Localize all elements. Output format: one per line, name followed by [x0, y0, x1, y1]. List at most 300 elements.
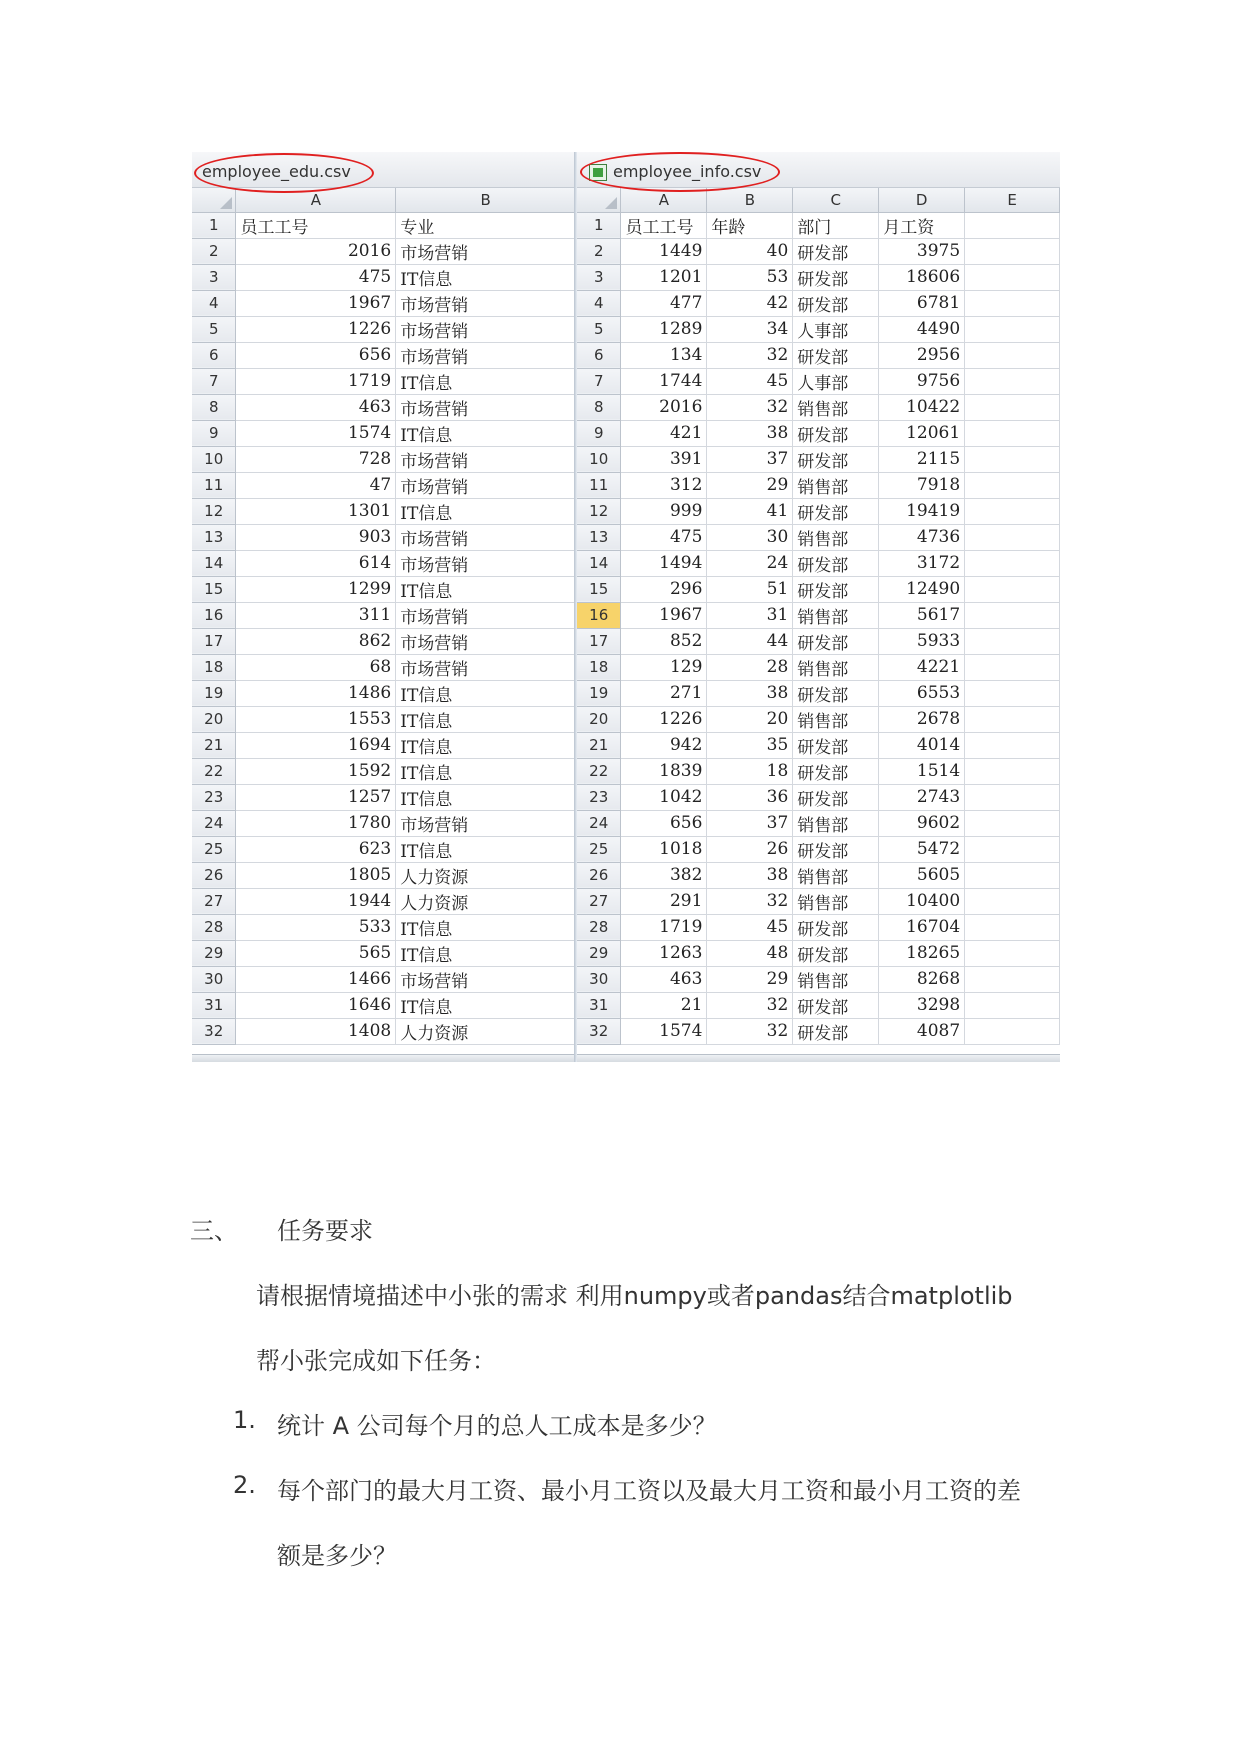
table-cell[interactable]: 研发部 [793, 680, 879, 706]
row-number[interactable]: 28 [192, 914, 236, 940]
table-cell[interactable]: 研发部 [793, 576, 879, 602]
table-cell[interactable]: 员工工号 [621, 212, 707, 238]
column-header[interactable]: E [965, 188, 1060, 212]
table-cell[interactable]: 1257 [236, 784, 396, 810]
table-cell[interactable]: 2678 [879, 706, 965, 732]
table-cell[interactable]: IT信息 [396, 576, 576, 602]
table-cell[interactable]: 19419 [879, 498, 965, 524]
table-cell[interactable]: 市场营销 [396, 316, 576, 342]
row-number[interactable]: 4 [192, 290, 236, 316]
table-cell[interactable]: 销售部 [793, 862, 879, 888]
table-cell[interactable]: 研发部 [793, 992, 879, 1018]
row-number[interactable]: 26 [192, 862, 236, 888]
row-number[interactable]: 21 [577, 732, 621, 758]
table-cell[interactable]: 8268 [879, 966, 965, 992]
table-cell[interactable]: 市场营销 [396, 654, 576, 680]
table-cell[interactable]: 1226 [236, 316, 396, 342]
table-cell[interactable]: 1494 [621, 550, 707, 576]
table-cell[interactable]: 市场营销 [396, 446, 576, 472]
table-cell[interactable]: 53 [707, 264, 793, 290]
table-cell[interactable]: 296 [621, 576, 707, 602]
table-cell[interactable]: 40 [707, 238, 793, 264]
row-number[interactable]: 24 [577, 810, 621, 836]
table-cell[interactable]: 16704 [879, 914, 965, 940]
table-cell[interactable]: 销售部 [793, 524, 879, 550]
table-cell[interactable]: 1226 [621, 706, 707, 732]
table-cell[interactable]: 999 [621, 498, 707, 524]
table-cell[interactable]: 人力资源 [396, 888, 576, 914]
table-cell[interactable]: IT信息 [396, 420, 576, 446]
row-number[interactable]: 11 [192, 472, 236, 498]
row-number[interactable]: 19 [192, 680, 236, 706]
table-cell[interactable]: 研发部 [793, 940, 879, 966]
table-cell[interactable]: 656 [621, 810, 707, 836]
row-number[interactable]: 27 [577, 888, 621, 914]
table-cell[interactable]: 市场营销 [396, 342, 576, 368]
row-number[interactable]: 27 [192, 888, 236, 914]
table-cell[interactable]: 1553 [236, 706, 396, 732]
table-cell[interactable]: 5605 [879, 862, 965, 888]
right-file-name[interactable]: employee_info.csv [613, 162, 762, 181]
table-cell[interactable]: 41 [707, 498, 793, 524]
right-sheet-scrollbar[interactable] [577, 1054, 1060, 1062]
table-cell-empty[interactable] [965, 966, 1060, 992]
table-cell[interactable]: 销售部 [793, 394, 879, 420]
row-number[interactable]: 7 [192, 368, 236, 394]
table-cell[interactable]: 1018 [621, 836, 707, 862]
table-cell[interactable]: 475 [236, 264, 396, 290]
table-cell[interactable]: 382 [621, 862, 707, 888]
table-cell-empty[interactable] [965, 1018, 1060, 1044]
row-number[interactable]: 17 [577, 628, 621, 654]
table-cell[interactable]: 29 [707, 966, 793, 992]
table-cell[interactable]: 月工资 [879, 212, 965, 238]
row-number[interactable]: 23 [577, 784, 621, 810]
table-cell[interactable]: 市场营销 [396, 550, 576, 576]
table-cell[interactable]: 研发部 [793, 758, 879, 784]
row-number[interactable]: 12 [577, 498, 621, 524]
table-cell[interactable]: 1805 [236, 862, 396, 888]
table-cell-empty[interactable] [965, 342, 1060, 368]
table-cell[interactable]: 28 [707, 654, 793, 680]
table-cell[interactable]: 1486 [236, 680, 396, 706]
row-number[interactable]: 20 [192, 706, 236, 732]
table-cell[interactable]: 32 [707, 342, 793, 368]
row-number[interactable]: 16 [192, 602, 236, 628]
table-cell[interactable]: 1744 [621, 368, 707, 394]
table-cell[interactable]: 1592 [236, 758, 396, 784]
table-cell[interactable]: 1299 [236, 576, 396, 602]
table-cell[interactable]: 2115 [879, 446, 965, 472]
row-number[interactable]: 9 [577, 420, 621, 446]
table-cell[interactable]: 36 [707, 784, 793, 810]
table-cell[interactable]: 31 [707, 602, 793, 628]
select-all-corner[interactable] [577, 188, 621, 212]
table-cell[interactable]: 1263 [621, 940, 707, 966]
table-cell[interactable]: 32 [707, 888, 793, 914]
table-cell[interactable]: 134 [621, 342, 707, 368]
table-cell[interactable]: 21 [621, 992, 707, 1018]
table-cell[interactable]: 312 [621, 472, 707, 498]
table-cell[interactable]: 3975 [879, 238, 965, 264]
table-cell[interactable]: 市场营销 [396, 524, 576, 550]
table-cell[interactable]: 623 [236, 836, 396, 862]
table-cell[interactable]: 44 [707, 628, 793, 654]
table-cell[interactable]: IT信息 [396, 784, 576, 810]
table-cell-empty[interactable] [965, 550, 1060, 576]
row-number[interactable]: 3 [577, 264, 621, 290]
row-number[interactable]: 1 [192, 212, 236, 238]
table-cell[interactable]: 市场营销 [396, 810, 576, 836]
row-number[interactable]: 15 [577, 576, 621, 602]
table-cell-empty[interactable] [965, 498, 1060, 524]
row-number[interactable]: 19 [577, 680, 621, 706]
table-cell[interactable]: 12490 [879, 576, 965, 602]
table-cell[interactable]: 市场营销 [396, 966, 576, 992]
table-cell-empty[interactable] [965, 940, 1060, 966]
row-number[interactable]: 30 [192, 966, 236, 992]
table-cell-empty[interactable] [965, 238, 1060, 264]
row-number[interactable]: 23 [192, 784, 236, 810]
table-cell[interactable]: 研发部 [793, 784, 879, 810]
table-cell[interactable]: 32 [707, 992, 793, 1018]
table-cell-empty[interactable] [965, 628, 1060, 654]
table-cell[interactable]: 4490 [879, 316, 965, 342]
table-cell[interactable]: 291 [621, 888, 707, 914]
table-cell[interactable]: 1449 [621, 238, 707, 264]
row-number[interactable]: 16 [577, 602, 621, 628]
table-cell[interactable]: 1719 [621, 914, 707, 940]
table-cell[interactable]: 研发部 [793, 914, 879, 940]
table-cell[interactable]: 862 [236, 628, 396, 654]
table-cell[interactable]: 42 [707, 290, 793, 316]
table-cell[interactable]: 12061 [879, 420, 965, 446]
table-cell[interactable]: 29 [707, 472, 793, 498]
table-cell[interactable]: IT信息 [396, 992, 576, 1018]
row-number[interactable]: 18 [192, 654, 236, 680]
row-number[interactable]: 11 [577, 472, 621, 498]
table-cell[interactable]: IT信息 [396, 758, 576, 784]
table-cell[interactable]: IT信息 [396, 732, 576, 758]
table-cell[interactable]: 销售部 [793, 602, 879, 628]
row-number[interactable]: 5 [577, 316, 621, 342]
table-cell[interactable]: 26 [707, 836, 793, 862]
table-cell[interactable]: 47 [236, 472, 396, 498]
table-cell[interactable]: 研发部 [793, 420, 879, 446]
row-number[interactable]: 5 [192, 316, 236, 342]
table-cell[interactable]: IT信息 [396, 836, 576, 862]
table-cell[interactable]: 5472 [879, 836, 965, 862]
table-cell[interactable]: IT信息 [396, 368, 576, 394]
table-cell[interactable]: 32 [707, 1018, 793, 1044]
table-cell-empty[interactable] [965, 472, 1060, 498]
table-cell[interactable]: 475 [621, 524, 707, 550]
table-cell[interactable]: 271 [621, 680, 707, 706]
table-cell[interactable]: 研发部 [793, 628, 879, 654]
column-header[interactable]: A [621, 188, 707, 212]
table-cell[interactable]: 销售部 [793, 706, 879, 732]
table-cell[interactable]: 市场营销 [396, 472, 576, 498]
table-cell[interactable]: 5617 [879, 602, 965, 628]
table-cell[interactable]: 1719 [236, 368, 396, 394]
table-cell[interactable]: 477 [621, 290, 707, 316]
table-cell[interactable]: 6553 [879, 680, 965, 706]
table-cell[interactable]: 1574 [236, 420, 396, 446]
table-cell[interactable]: IT信息 [396, 914, 576, 940]
table-cell[interactable]: 45 [707, 914, 793, 940]
table-cell[interactable]: 421 [621, 420, 707, 446]
table-cell[interactable]: 6781 [879, 290, 965, 316]
table-cell[interactable]: 2016 [621, 394, 707, 420]
table-cell[interactable]: 37 [707, 810, 793, 836]
table-cell[interactable]: 3298 [879, 992, 965, 1018]
table-cell-empty[interactable] [965, 420, 1060, 446]
table-cell[interactable]: 市场营销 [396, 238, 576, 264]
table-cell-empty[interactable] [965, 810, 1060, 836]
table-cell-empty[interactable] [965, 888, 1060, 914]
table-cell[interactable]: 391 [621, 446, 707, 472]
table-cell[interactable]: 1574 [621, 1018, 707, 1044]
table-cell[interactable]: 2016 [236, 238, 396, 264]
table-cell[interactable]: 4221 [879, 654, 965, 680]
table-cell-empty[interactable] [965, 316, 1060, 342]
table-cell[interactable]: 9756 [879, 368, 965, 394]
table-cell[interactable]: 市场营销 [396, 290, 576, 316]
table-cell-empty[interactable] [965, 706, 1060, 732]
row-number[interactable]: 22 [192, 758, 236, 784]
row-number[interactable]: 10 [192, 446, 236, 472]
row-number[interactable]: 13 [192, 524, 236, 550]
table-cell[interactable]: 942 [621, 732, 707, 758]
column-header[interactable]: B [707, 188, 793, 212]
table-cell[interactable]: 销售部 [793, 888, 879, 914]
row-number[interactable]: 21 [192, 732, 236, 758]
table-cell[interactable]: 人事部 [793, 316, 879, 342]
table-cell[interactable]: 48 [707, 940, 793, 966]
table-cell[interactable]: 463 [236, 394, 396, 420]
row-number[interactable]: 20 [577, 706, 621, 732]
table-cell[interactable]: 1301 [236, 498, 396, 524]
table-cell[interactable]: IT信息 [396, 706, 576, 732]
row-number[interactable]: 8 [192, 394, 236, 420]
table-cell[interactable]: 4087 [879, 1018, 965, 1044]
table-cell[interactable]: 24 [707, 550, 793, 576]
table-cell-empty[interactable] [965, 212, 1060, 238]
table-cell-empty[interactable] [965, 680, 1060, 706]
table-cell-empty[interactable] [965, 264, 1060, 290]
row-number[interactable]: 9 [192, 420, 236, 446]
row-number[interactable]: 26 [577, 862, 621, 888]
row-number[interactable]: 1 [577, 212, 621, 238]
table-cell[interactable]: IT信息 [396, 264, 576, 290]
table-cell[interactable]: 3172 [879, 550, 965, 576]
row-number[interactable]: 14 [577, 550, 621, 576]
table-cell[interactable]: 30 [707, 524, 793, 550]
table-cell-empty[interactable] [965, 862, 1060, 888]
table-cell[interactable]: 研发部 [793, 498, 879, 524]
table-cell[interactable]: 38 [707, 680, 793, 706]
table-cell[interactable]: 1408 [236, 1018, 396, 1044]
table-cell[interactable]: 311 [236, 602, 396, 628]
table-cell[interactable]: 1694 [236, 732, 396, 758]
table-cell[interactable]: 533 [236, 914, 396, 940]
table-cell[interactable]: 4014 [879, 732, 965, 758]
table-cell[interactable]: 463 [621, 966, 707, 992]
table-cell-empty[interactable] [965, 992, 1060, 1018]
row-number[interactable]: 13 [577, 524, 621, 550]
table-cell[interactable]: 部门 [793, 212, 879, 238]
table-cell[interactable]: 1967 [621, 602, 707, 628]
table-cell[interactable]: 人力资源 [396, 862, 576, 888]
table-cell[interactable]: 656 [236, 342, 396, 368]
row-number[interactable]: 29 [192, 940, 236, 966]
table-cell[interactable]: 专业 [396, 212, 576, 238]
table-cell[interactable]: 68 [236, 654, 396, 680]
column-header[interactable]: C [793, 188, 879, 212]
table-cell[interactable]: 2956 [879, 342, 965, 368]
table-cell[interactable]: 18 [707, 758, 793, 784]
table-cell-empty[interactable] [965, 914, 1060, 940]
table-cell-empty[interactable] [965, 524, 1060, 550]
table-cell[interactable]: 1780 [236, 810, 396, 836]
table-cell[interactable]: 10422 [879, 394, 965, 420]
table-cell[interactable]: 1944 [236, 888, 396, 914]
table-cell[interactable]: 10400 [879, 888, 965, 914]
row-number[interactable]: 31 [577, 992, 621, 1018]
row-number[interactable]: 30 [577, 966, 621, 992]
table-cell[interactable]: 5933 [879, 628, 965, 654]
table-cell[interactable]: 18606 [879, 264, 965, 290]
table-cell[interactable]: 35 [707, 732, 793, 758]
table-cell[interactable]: 1466 [236, 966, 396, 992]
table-cell[interactable]: 51 [707, 576, 793, 602]
table-cell[interactable]: 研发部 [793, 1018, 879, 1044]
table-cell[interactable]: 研发部 [793, 290, 879, 316]
row-number[interactable]: 14 [192, 550, 236, 576]
table-cell[interactable]: 研发部 [793, 342, 879, 368]
table-cell[interactable]: 研发部 [793, 836, 879, 862]
table-cell[interactable]: 人事部 [793, 368, 879, 394]
table-cell[interactable]: 销售部 [793, 472, 879, 498]
table-cell[interactable]: 1967 [236, 290, 396, 316]
column-header[interactable]: B [396, 188, 576, 212]
row-number[interactable]: 2 [577, 238, 621, 264]
table-cell-empty[interactable] [965, 602, 1060, 628]
row-number[interactable]: 25 [192, 836, 236, 862]
table-cell[interactable]: 38 [707, 862, 793, 888]
table-cell[interactable]: 1289 [621, 316, 707, 342]
select-all-corner[interactable] [192, 188, 236, 212]
left-sheet-scrollbar[interactable] [192, 1054, 576, 1062]
table-cell-empty[interactable] [965, 758, 1060, 784]
table-cell[interactable]: IT信息 [396, 940, 576, 966]
table-cell[interactable]: IT信息 [396, 498, 576, 524]
left-file-name[interactable]: employee_edu.csv [202, 162, 351, 181]
row-number[interactable]: 25 [577, 836, 621, 862]
table-cell[interactable]: 市场营销 [396, 628, 576, 654]
table-cell[interactable]: 129 [621, 654, 707, 680]
table-cell[interactable]: 34 [707, 316, 793, 342]
table-cell-empty[interactable] [965, 368, 1060, 394]
table-cell[interactable]: 20 [707, 706, 793, 732]
table-cell[interactable]: 销售部 [793, 966, 879, 992]
table-cell[interactable]: 销售部 [793, 654, 879, 680]
row-number[interactable]: 6 [192, 342, 236, 368]
table-cell[interactable]: 38 [707, 420, 793, 446]
table-cell-empty[interactable] [965, 836, 1060, 862]
table-cell[interactable]: 员工工号 [236, 212, 396, 238]
table-cell[interactable]: 人力资源 [396, 1018, 576, 1044]
row-number[interactable]: 29 [577, 940, 621, 966]
table-cell[interactable]: 1646 [236, 992, 396, 1018]
table-cell[interactable]: 销售部 [793, 810, 879, 836]
row-number[interactable]: 10 [577, 446, 621, 472]
table-cell[interactable]: 1839 [621, 758, 707, 784]
table-cell-empty[interactable] [965, 784, 1060, 810]
table-cell-empty[interactable] [965, 654, 1060, 680]
row-number[interactable]: 7 [577, 368, 621, 394]
table-cell[interactable]: 565 [236, 940, 396, 966]
row-number[interactable]: 12 [192, 498, 236, 524]
row-number[interactable]: 32 [192, 1018, 236, 1044]
row-number[interactable]: 15 [192, 576, 236, 602]
table-cell[interactable]: 1042 [621, 784, 707, 810]
table-cell[interactable]: 903 [236, 524, 396, 550]
table-cell-empty[interactable] [965, 290, 1060, 316]
column-header[interactable]: D [879, 188, 965, 212]
table-cell[interactable]: 年龄 [707, 212, 793, 238]
table-cell-empty[interactable] [965, 394, 1060, 420]
table-cell-empty[interactable] [965, 576, 1060, 602]
table-cell[interactable]: 1201 [621, 264, 707, 290]
row-number[interactable]: 4 [577, 290, 621, 316]
table-cell[interactable]: 852 [621, 628, 707, 654]
table-cell-empty[interactable] [965, 732, 1060, 758]
table-cell[interactable]: 9602 [879, 810, 965, 836]
column-header[interactable]: A [236, 188, 396, 212]
row-number[interactable]: 18 [577, 654, 621, 680]
table-cell[interactable]: 18265 [879, 940, 965, 966]
row-number[interactable]: 24 [192, 810, 236, 836]
row-number[interactable]: 6 [577, 342, 621, 368]
table-cell[interactable]: 37 [707, 446, 793, 472]
table-cell[interactable]: 614 [236, 550, 396, 576]
table-cell-empty[interactable] [965, 446, 1060, 472]
table-cell[interactable]: IT信息 [396, 680, 576, 706]
table-cell[interactable]: 市场营销 [396, 394, 576, 420]
table-cell[interactable]: 45 [707, 368, 793, 394]
table-cell[interactable]: 1514 [879, 758, 965, 784]
table-cell[interactable]: 研发部 [793, 264, 879, 290]
table-cell[interactable]: 研发部 [793, 550, 879, 576]
row-number[interactable]: 17 [192, 628, 236, 654]
row-number[interactable]: 31 [192, 992, 236, 1018]
table-cell[interactable]: 7918 [879, 472, 965, 498]
row-number[interactable]: 8 [577, 394, 621, 420]
table-cell[interactable]: 研发部 [793, 732, 879, 758]
table-cell[interactable]: 2743 [879, 784, 965, 810]
table-cell[interactable]: 4736 [879, 524, 965, 550]
table-cell[interactable]: 研发部 [793, 446, 879, 472]
row-number[interactable]: 32 [577, 1018, 621, 1044]
table-cell[interactable]: 研发部 [793, 238, 879, 264]
table-cell[interactable]: 32 [707, 394, 793, 420]
row-number[interactable]: 28 [577, 914, 621, 940]
row-number[interactable]: 3 [192, 264, 236, 290]
table-cell[interactable]: 市场营销 [396, 602, 576, 628]
row-number[interactable]: 22 [577, 758, 621, 784]
row-number[interactable]: 2 [192, 238, 236, 264]
